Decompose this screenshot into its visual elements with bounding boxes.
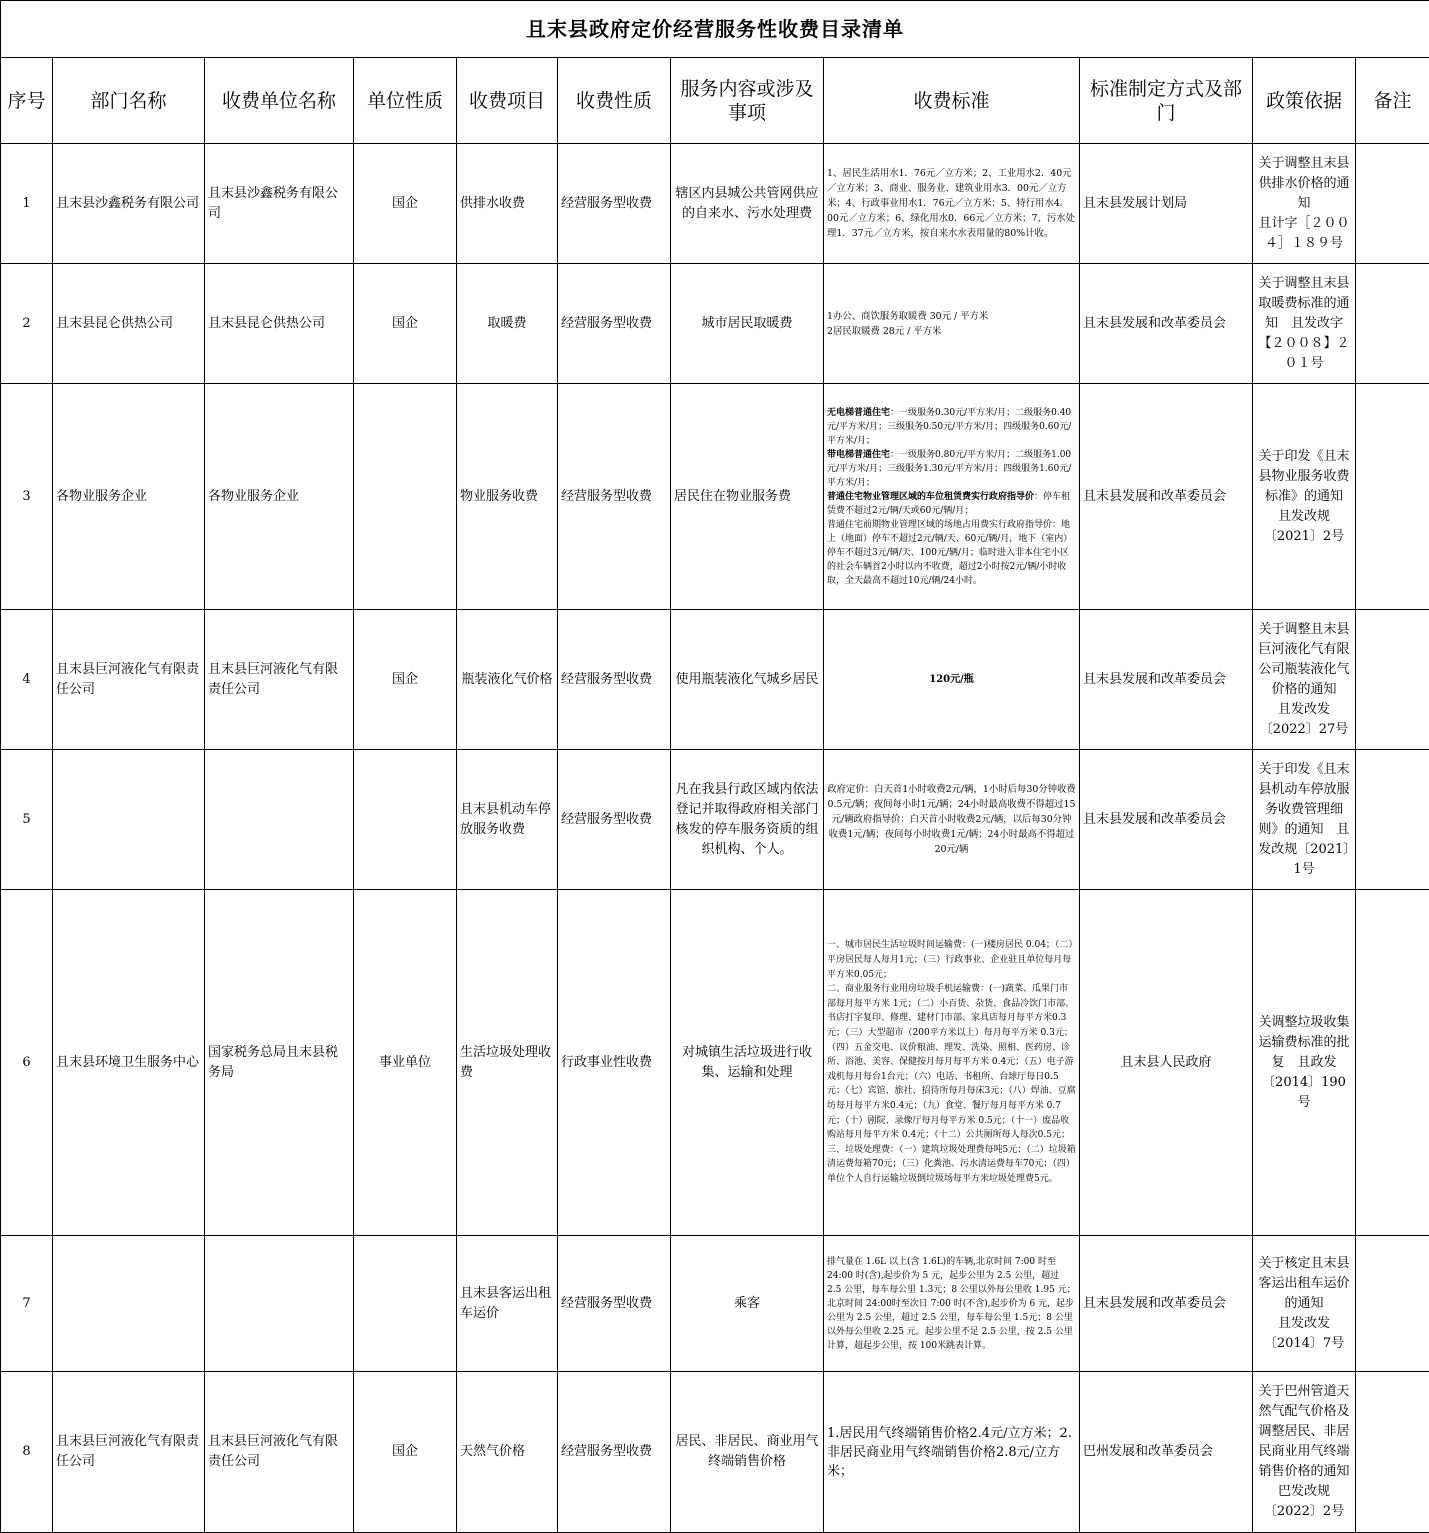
cell-standard: 1办公、商饮服务取暖费 30元 / 平方米 2居民取暖费 28元 / 平方米 xyxy=(824,264,1080,384)
cell-policy: 关于巴州管道天然气配气价格及调整居民、非居民商业用气终端销售价格的通知 巴发改规〔2022〕2号 xyxy=(1253,1372,1356,1533)
cell-content: 凡在我县行政区域内依法登记并取得政府相关部门核发的停车服务资质的组织机构、个人。 xyxy=(671,750,824,890)
header-standard: 收费标准 xyxy=(824,58,1080,144)
cell-standard: 一、城市居民生活垃圾时间运输费：(一)楼房居民 0.04；（二）平房居民每人每月1元；（三）行政事业、企业驻且单位每月每平方米0.05元； 二、商业服务行业用房垃圾手机运输费：(一)蔬菜、瓜果门市部每月每平方米 1元；（二）小百货、杂货、食品冷饮门市部、书店打字复印、修理、建材门市部、家具店每月每平方米0.3元；（三）大型超市（200平方米以上）每月每平方米 0.3元；（四）五金交电、议价粮油、理发、洗染、照相、医药房、诊所、浴池、美容、保健按月每月每平方米 0.4元；（五）电子游戏机每月每台1台元；（六）电话、书租所、台球厅每日0.5元；（七）宾馆、旅社、招待所每月每床3元；（八）焊油、豆腐坊每月每平方米0.4元；（九）食堂、餐厅每月每平方米 0.7元；（十）剧院、录像厅每月每平方米 0.5元；（十一）废品收购站每月每平方米 0.4元；（十二）公共厕所每人每次0.5元； 三、垃圾处理费：（一）建筑垃圾处理费每吨5元；（二）垃圾箱清运费每箱70元；（三）化粪池、污水清运费每车70元；（四）单位个人自行运输垃圾倒垃圾场每平方米垃圾处理费5元。 xyxy=(824,890,1080,1236)
cell-policy: 关于印发《且末县机动车停放服务收费管理细则》的通知 且发改规〔2021〕1号 xyxy=(1253,750,1356,890)
cell-item: 物业服务收费 xyxy=(457,384,558,610)
cell-content: 城市居民取暖费 xyxy=(671,264,824,384)
cell-seq: 4 xyxy=(1,610,53,750)
standard-text: ：一级服务0.30元/平方米/月；二级服务0.40元/平方米/月；三级服务0.50元/平方米/月；四级服务0.60元/平方米/月； xyxy=(827,408,1071,446)
cell-dept: 且末县昆仑供热公司 xyxy=(53,264,205,384)
standard-heading: 带电梯普通住宅 xyxy=(827,450,890,460)
cell-policy: 关于印发《且末县物业服务收费标准》的通知 且发改规〔2021〕2号 xyxy=(1253,384,1356,610)
table-row xyxy=(1,750,1429,890)
cell-item: 且末县机动车停放服务收费 xyxy=(457,750,558,890)
header-item: 收费项目 xyxy=(457,58,558,144)
cell-remark xyxy=(1356,610,1429,750)
header-policy: 政策依据 xyxy=(1253,58,1356,144)
cell-content: 辖区内县城公共管网供应的自来水、污水处理费 xyxy=(671,144,824,264)
table-row xyxy=(1,264,1429,384)
cell-seq: 2 xyxy=(1,264,53,384)
cell-nature xyxy=(354,384,457,610)
cell-remark xyxy=(1356,1372,1429,1533)
cell-method: 且末县发展和改革委员会 xyxy=(1080,750,1253,890)
cell-fee-type: 行政事业性收费 xyxy=(558,890,671,1236)
cell-remark xyxy=(1356,1236,1429,1372)
cell-nature: 国企 xyxy=(354,610,457,750)
cell-standard: 政府定价：白天首1小时收费2元/辆，1小时后每30分钟收费0.5元/辆；夜间每小时1元/辆；24小时最高收费不得超过15元/辆政府指导价：白天首小时收费2元/辆，以后每30分钟收费1元/辆；夜间每小时收费1元/辆；24小时最高不得超过20元/辆 xyxy=(824,750,1080,890)
cell-seq: 5 xyxy=(1,750,53,890)
cell-seq: 8 xyxy=(1,1372,53,1533)
cell-content: 居民、非居民、商业用气终端销售价格 xyxy=(671,1372,824,1533)
header-remark: 备注 xyxy=(1356,58,1429,144)
page-title: 且末县政府定价经营服务性收费目录清单 xyxy=(1,1,1429,58)
cell-nature: 国企 xyxy=(354,264,457,384)
cell-dept xyxy=(53,750,205,890)
cell-content: 对城镇生活垃圾进行收集、运输和处理 xyxy=(671,890,824,1236)
cell-unit: 国家税务总局且末县税务局 xyxy=(205,890,354,1236)
cell-nature: 事业单位 xyxy=(354,890,457,1236)
header-unit: 收费单位名称 xyxy=(205,58,354,144)
table-row xyxy=(1,1372,1429,1533)
cell-policy: 关调整垃圾收集运输费标准的批复 且政发〔2014〕190号 xyxy=(1253,890,1356,1236)
cell-unit: 且末县沙鑫税务有限公司 xyxy=(205,144,354,264)
cell-unit: 且末县巨河液化气有限责任公司 xyxy=(205,1372,354,1533)
cell-dept: 各物业服务企业 xyxy=(53,384,205,610)
table-row xyxy=(1,1236,1429,1372)
cell-fee-type: 经营服务型收费 xyxy=(558,1372,671,1533)
standard-heading: 无电梯普通住宅 xyxy=(827,408,890,418)
cell-nature: 国企 xyxy=(354,1372,457,1533)
cell-standard: 1、居民生活用水1．76元／立方米；2、工业用水2．40元／立方米；3、商业、服务业、建筑业用水3．00元／立方米；4、行政事业用水1．76元／立方米；5、特行用水4．00元／立方米；6、绿化用水0．66元／立方米；7、污水处理1．37元／立方米，按自来水水表用量的80%计收。 xyxy=(824,144,1080,264)
cell-method: 巴州发展和改革委员会 xyxy=(1080,1372,1253,1533)
cell-item: 天然气价格 xyxy=(457,1372,558,1533)
cell-dept: 且末县沙鑫税务有限公司 xyxy=(53,144,205,264)
cell-remark xyxy=(1356,384,1429,610)
cell-content: 居民住在物业服务费 xyxy=(671,384,824,610)
cell-policy: 关于调整且末县巨河液化气有限公司瓶装液化气价格的通知 且发改发〔2022〕27号 xyxy=(1253,610,1356,750)
cell-item: 生活垃圾处理收费 xyxy=(457,890,558,1236)
cell-dept xyxy=(53,1236,205,1372)
cell-remark xyxy=(1356,144,1429,264)
cell-policy: 关于调整且末县取暖费标准的通知 且发改字【２００８】２０１号 xyxy=(1253,264,1356,384)
cell-nature: 国企 xyxy=(354,144,457,264)
cell-nature xyxy=(354,1236,457,1372)
cell-fee-type: 经营服务型收费 xyxy=(558,610,671,750)
table-row xyxy=(1,384,1429,610)
cell-seq: 7 xyxy=(1,1236,53,1372)
cell-fee-type: 经营服务型收费 xyxy=(558,1236,671,1372)
cell-unit xyxy=(205,1236,354,1372)
cell-fee-type: 经营服务型收费 xyxy=(558,144,671,264)
cell-method: 且末县发展计划局 xyxy=(1080,144,1253,264)
cell-remark xyxy=(1356,264,1429,384)
cell-method: 且末县发展和改革委员会 xyxy=(1080,1236,1253,1372)
cell-method: 且末县发展和改革委员会 xyxy=(1080,610,1253,750)
cell-unit: 各物业服务企业 xyxy=(205,384,354,610)
cell-remark xyxy=(1356,890,1429,1236)
standard-heading: 普通住宅物业管理区域的车位租赁费实行政府指导价 xyxy=(827,492,1034,502)
cell-seq: 3 xyxy=(1,384,53,610)
header-nature: 单位性质 xyxy=(354,58,457,144)
header-seq: 序号 xyxy=(1,58,53,144)
cell-standard: 120元/瓶 xyxy=(824,610,1080,750)
cell-item: 瓶装液化气价格 xyxy=(457,610,558,750)
cell-standard: 1.居民用气终端销售价格2.4元/立方米；2.非居民商业用气终端销售价格2.8元/立方米； xyxy=(824,1372,1080,1533)
cell-standard xyxy=(824,384,1080,610)
cell-fee-type: 经营服务型收费 xyxy=(558,750,671,890)
cell-dept: 且末县巨河液化气有限责任公司 xyxy=(53,1372,205,1533)
header-row xyxy=(1,58,1429,144)
table-row xyxy=(1,144,1429,264)
cell-content: 乘客 xyxy=(671,1236,824,1372)
cell-seq: 6 xyxy=(1,890,53,1236)
cell-dept: 且末县巨河液化气有限责任公司 xyxy=(53,610,205,750)
header-dept: 部门名称 xyxy=(53,58,205,144)
cell-method: 且末县发展和改革委员会 xyxy=(1080,264,1253,384)
header-fee-type: 收费性质 xyxy=(558,58,671,144)
cell-remark xyxy=(1356,750,1429,890)
cell-nature xyxy=(354,750,457,890)
cell-unit: 且末县巨河液化气有限责任公司 xyxy=(205,610,354,750)
header-method: 标准制定方式及部门 xyxy=(1080,58,1253,144)
cell-policy: 关于调整且末县供排水价格的通知 且计字［２００４］１８９号 xyxy=(1253,144,1356,264)
table-row xyxy=(1,610,1429,750)
cell-item: 取暖费 xyxy=(457,264,558,384)
header-content: 服务内容或涉及事项 xyxy=(671,58,824,144)
standard-text: ：停车租赁费不超过2元/辆/天或60元/辆/月； 普通住宅前期物业管理区域的场地占用费实行政府指导价：地上（地面）停车不超过2元/辆/天、60元/辆/月，地下（室内）停车不超过3元/辆/天、100元/辆/月；临时进入非本住宅小区的社会车辆首2小时以内不收费，超过2小时按2元/辆/小时收取，全天最高不超过10元/辆/24小时。 xyxy=(827,492,1072,586)
cell-content: 使用瓶装液化气城乡居民 xyxy=(671,610,824,750)
standard-text: ：一级服务0.80元/平方米/月；二级服务1.00元/平方米/月；三级服务1.30元/平方米/月；四级服务1.60元/平方米/月； xyxy=(827,450,1071,488)
cell-dept: 且末县环境卫生服务中心 xyxy=(53,890,205,1236)
cell-unit: 且末县昆仑供热公司 xyxy=(205,264,354,384)
cell-method: 且末县发展和改革委员会 xyxy=(1080,384,1253,610)
cell-fee-type: 经营服务型收费 xyxy=(558,264,671,384)
cell-method: 且末县人民政府 xyxy=(1080,890,1253,1236)
cell-item: 且末县客运出租车运价 xyxy=(457,1236,558,1372)
cell-standard: 排气量在 1.6L 以上(含 1.6L)的车辆,北京时间 7:00 时至24:00 时(含),起步价为 5 元，起步公里为 2.5 公里，超过 2.5 公里，每车每公里 1.3元；8 公里以外每公里收 1.95 元；北京时间 24:00时至次日 7:00 时(不含),起步价为 6 元，起步公里为 2.5 公里，超过 2.5 公里，每车每公里 1.5元；8 公里以外每公里收 2.25 元。起步公里不足 2.5 公里，按 2.5 公里计算，超起步公里，按 100米跳表计算。 xyxy=(824,1236,1080,1372)
cell-fee-type: 经营服务型收费 xyxy=(558,384,671,610)
table-row xyxy=(1,890,1429,1236)
cell-item: 供排水收费 xyxy=(457,144,558,264)
cell-unit xyxy=(205,750,354,890)
cell-seq: 1 xyxy=(1,144,53,264)
cell-policy: 关于核定且末县客运出租车运价的通知 且发改发〔2014〕7号 xyxy=(1253,1236,1356,1372)
